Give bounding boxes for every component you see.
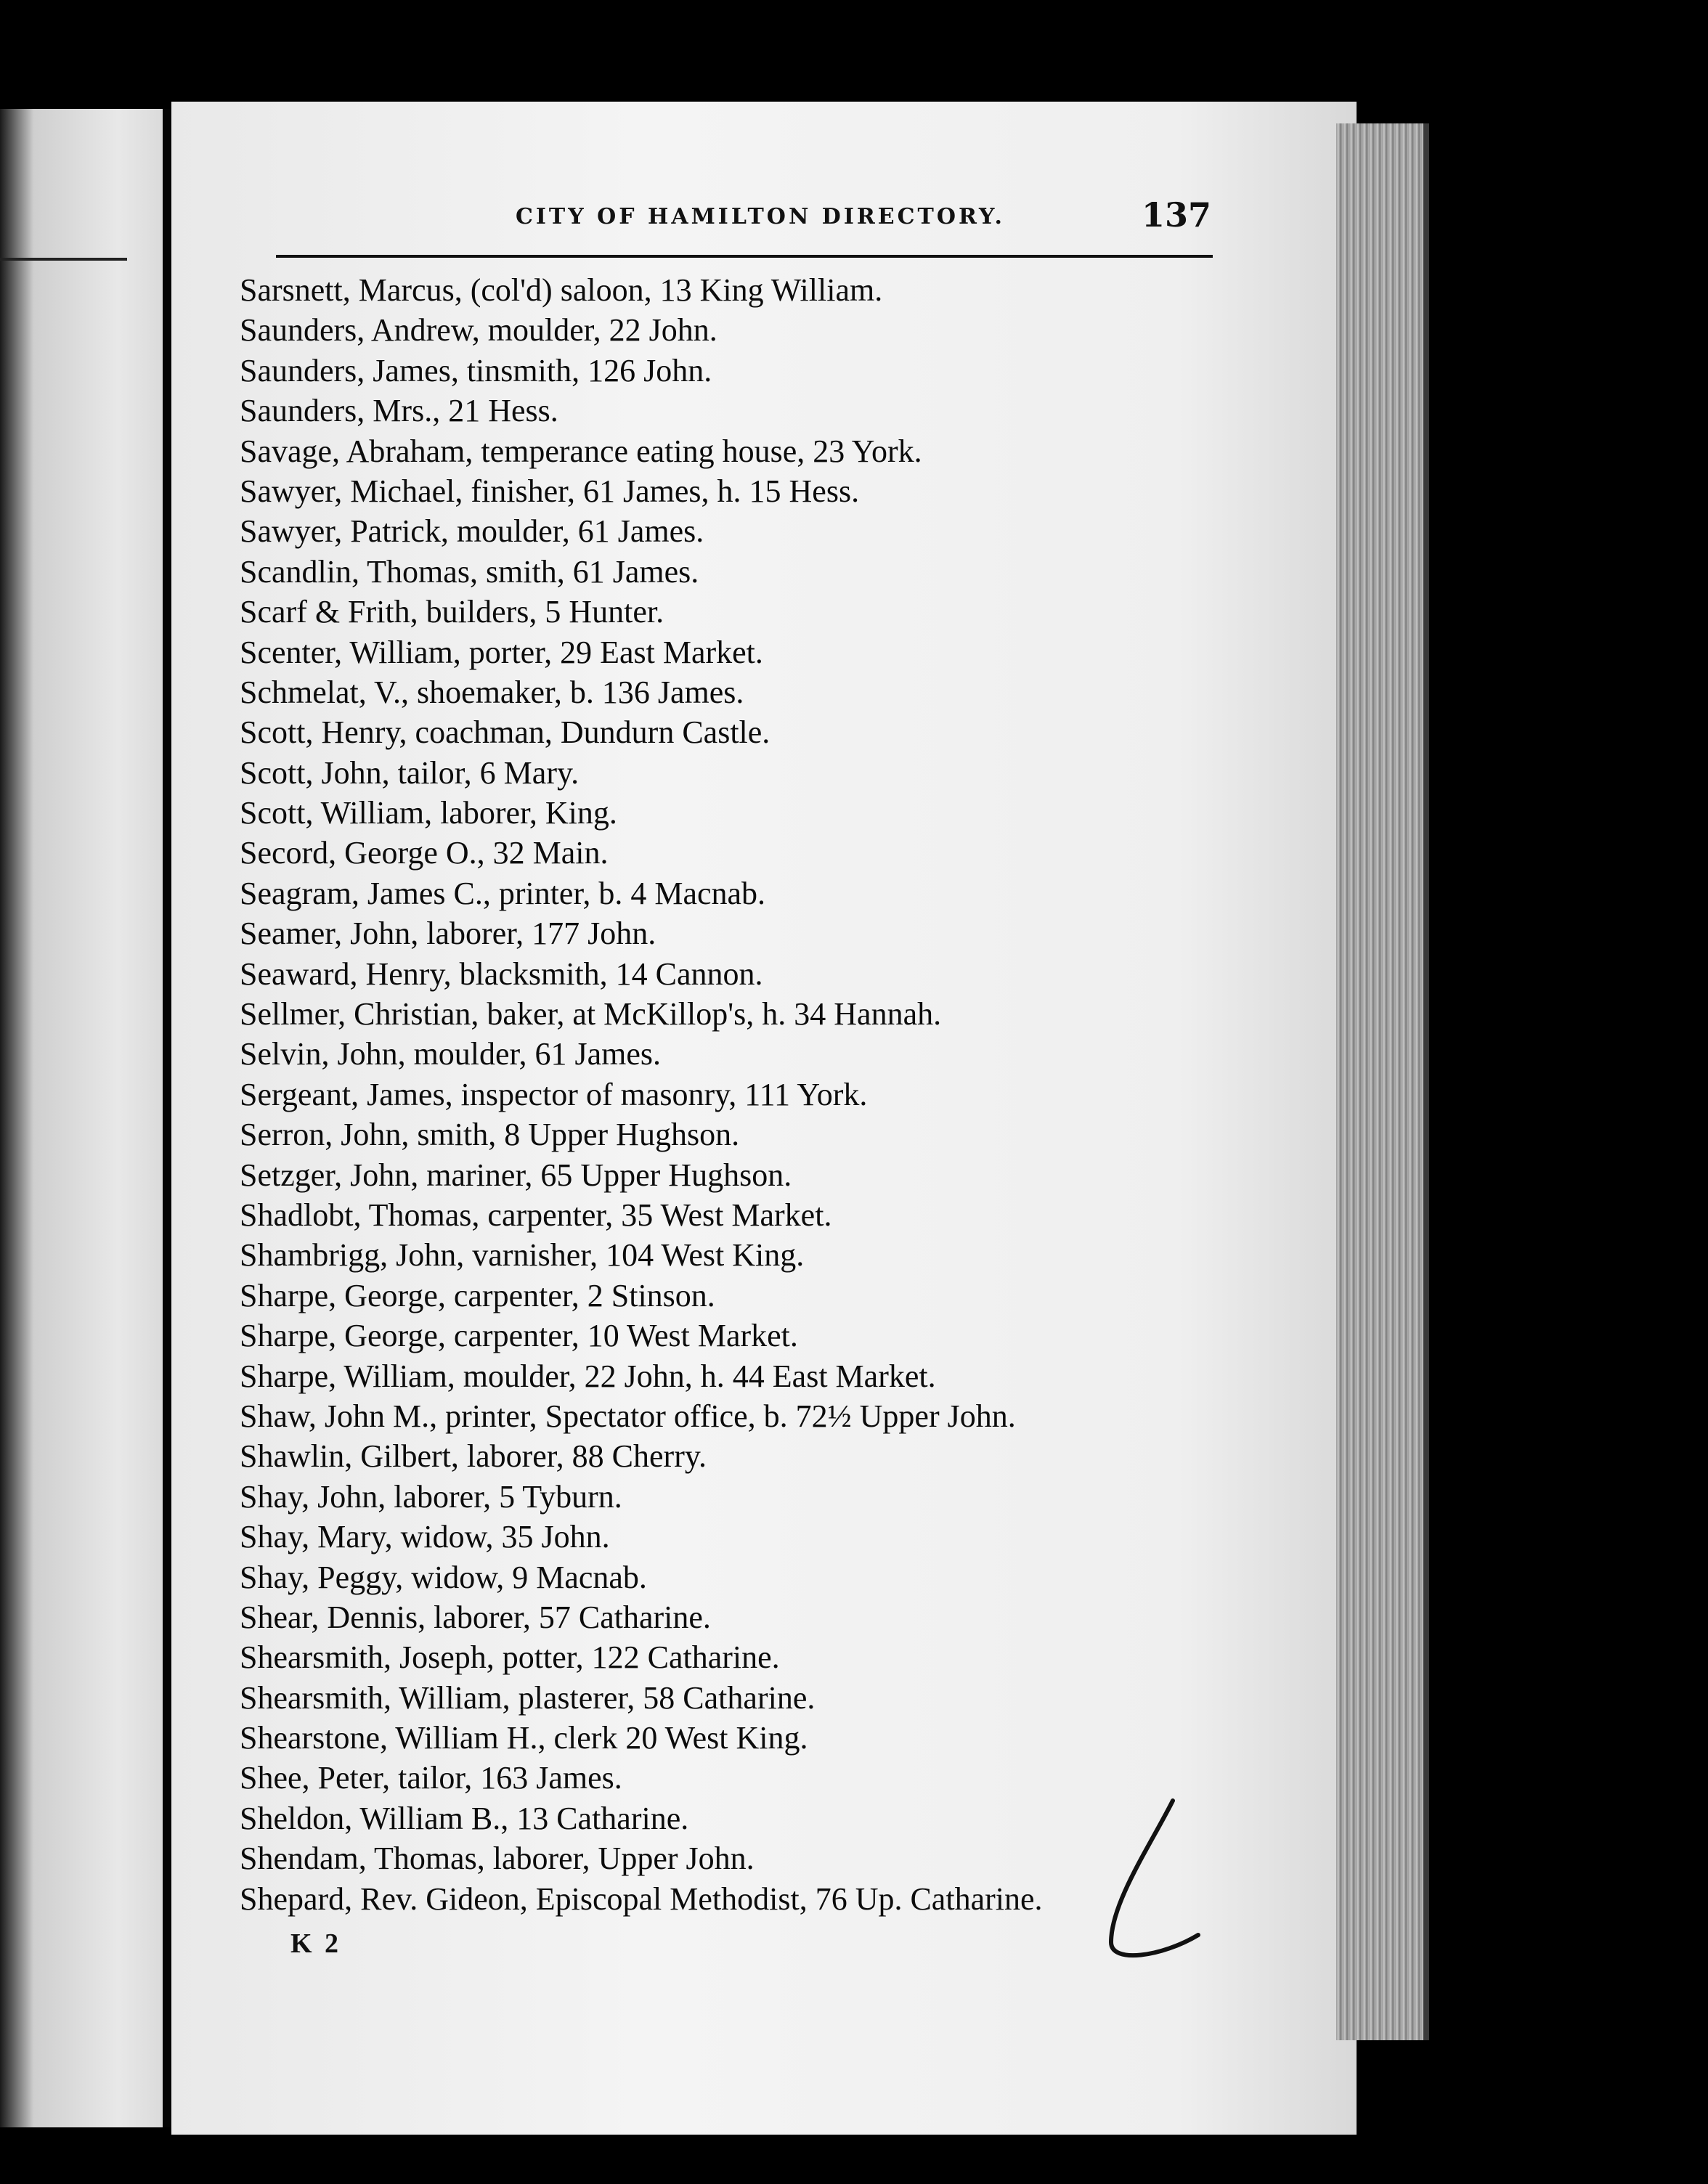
directory-entry: Shepard, Rev. Gideon, Episcopal Methodist, 76 Up. Catharine. bbox=[240, 1881, 1043, 1917]
directory-entry: Shaw, John M., printer, Spectator office, b. 72½ Upper John. bbox=[240, 1398, 1016, 1434]
directory-entry: Sawyer, Michael, finisher, 61 James, h. 15 Hess. bbox=[240, 473, 860, 509]
directory-entry: Scenter, William, porter, 29 East Market. bbox=[240, 634, 763, 670]
directory-entry: Selvin, John, moulder, 61 James. bbox=[240, 1036, 661, 1072]
directory-entry: Seamer, John, laborer, 177 John. bbox=[240, 916, 656, 952]
directory-entry: Sarsnett, Marcus, (col'd) saloon, 13 King William. bbox=[240, 272, 883, 308]
directory-entry: Shawlin, Gilbert, laborer, 88 Cherry. bbox=[240, 1438, 707, 1475]
directory-entry: Seagram, James C., printer, b. 4 Macnab. bbox=[240, 875, 766, 911]
directory-entry: Schmelat, V., shoemaker, b. 136 James. bbox=[240, 674, 744, 710]
directory-entry: Sawyer, Patrick, moulder, 61 James. bbox=[240, 513, 704, 550]
directory-entry: Scarf & Frith, builders, 5 Hunter. bbox=[240, 594, 664, 630]
directory-entry: Shee, Peter, tailor, 163 James. bbox=[240, 1760, 622, 1796]
directory-entry: Shambrigg, John, varnisher, 104 West King. bbox=[240, 1237, 805, 1274]
directory-entry: Scandlin, Thomas, smith, 61 James. bbox=[240, 553, 699, 590]
directory-entry: Shay, John, laborer, 5 Tyburn. bbox=[240, 1478, 622, 1515]
page-block-edge bbox=[1336, 123, 1429, 2040]
page-number: 137 bbox=[1141, 195, 1211, 235]
directory-entry: Sellmer, Christian, baker, at McKillop's, h. 34 Hannah. bbox=[240, 996, 942, 1032]
directory-entry: Secord, George O., 32 Main. bbox=[240, 835, 609, 871]
directory-entry: Shearsmith, William, plasterer, 58 Catharine. bbox=[240, 1679, 816, 1716]
directory-entry: Shendam, Thomas, laborer, Upper John. bbox=[240, 1841, 755, 1877]
directory-entry: Sharpe, George, carpenter, 10 West Market. bbox=[240, 1318, 798, 1354]
directory-entry: Saunders, James, tinsmith, 126 John. bbox=[240, 352, 712, 388]
directory-entry: Scott, John, tailor, 6 Mary. bbox=[240, 754, 580, 791]
header-rule bbox=[276, 255, 1213, 258]
directory-entry: Shadlobt, Thomas, carpenter, 35 West Market. bbox=[240, 1197, 832, 1233]
directory-entry: Sergeant, James, inspector of masonry, 111 York. bbox=[240, 1076, 868, 1112]
directory-entry: Shay, Peggy, widow, 9 Macnab. bbox=[240, 1559, 647, 1595]
directory-entry: Sharpe, George, carpenter, 2 Stinson. bbox=[240, 1277, 715, 1313]
directory-entry-list bbox=[240, 270, 1256, 1919]
directory-entry: Saunders, Mrs., 21 Hess. bbox=[240, 393, 558, 429]
signature-mark: K 2 bbox=[290, 1928, 342, 1959]
pencil-check-mark bbox=[1082, 1793, 1213, 1968]
directory-entry: Shearsmith, Joseph, potter, 122 Catharine. bbox=[240, 1639, 780, 1676]
directory-entry: Saunders, Andrew, moulder, 22 John. bbox=[240, 312, 717, 349]
directory-entry: Scott, William, laborer, King. bbox=[240, 795, 617, 831]
facing-page-edge bbox=[0, 109, 168, 2127]
running-title: CITY OF HAMILTON DIRECTORY. bbox=[516, 204, 1005, 229]
directory-entry: Shear, Dennis, laborer, 57 Catharine. bbox=[240, 1599, 711, 1635]
directory-entry: Seaward, Henry, blacksmith, 14 Cannon. bbox=[240, 956, 763, 992]
page-header bbox=[276, 192, 1213, 250]
directory-entry: Sharpe, William, moulder, 22 John, h. 44 East Market. bbox=[240, 1358, 936, 1394]
directory-entry: Serron, John, smith, 8 Upper Hughson. bbox=[240, 1117, 740, 1153]
directory-entry: Scott, Henry, coachman, Dundurn Castle. bbox=[240, 714, 770, 751]
directory-entry: Shay, Mary, widow, 35 John. bbox=[240, 1519, 610, 1555]
directory-entry: Savage, Abraham, temperance eating house, 23 York. bbox=[240, 433, 922, 469]
facing-page-rule bbox=[0, 258, 127, 261]
directory-entry: Shearstone, William H., clerk 20 West King. bbox=[240, 1720, 808, 1756]
directory-entry: Sheldon, William B., 13 Catharine. bbox=[240, 1800, 689, 1836]
directory-entry: Setzger, John, mariner, 65 Upper Hughson. bbox=[240, 1157, 792, 1193]
